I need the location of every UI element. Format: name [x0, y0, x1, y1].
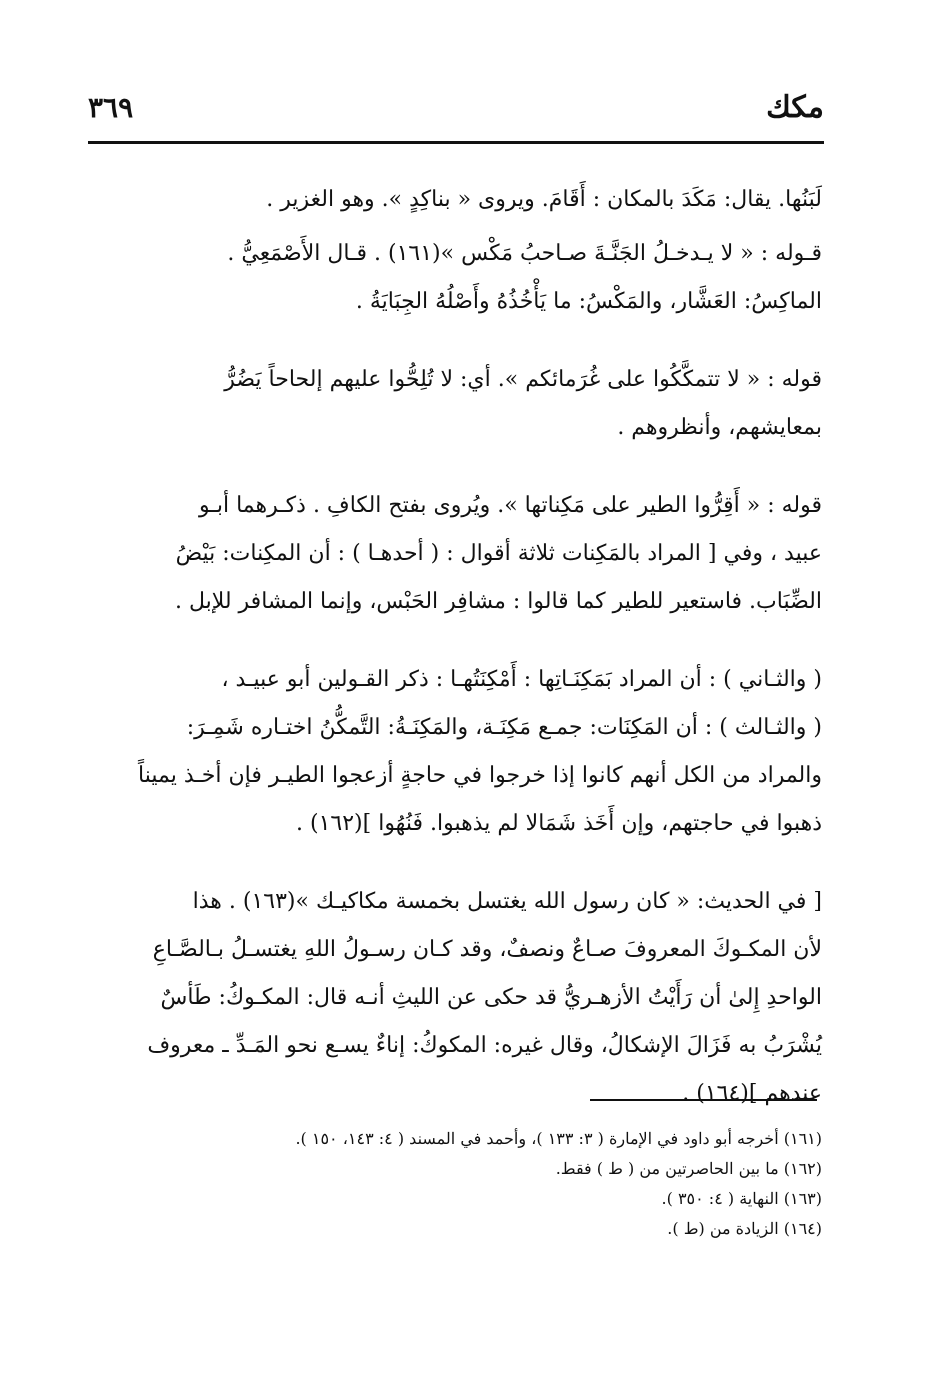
- text-line: قـوله : « لا يـدخـلُ الجَنَّـةَ صـاحبُ مَكْس »(١٦١) . قـال الأَصْمَعِيُّ .: [227, 241, 822, 266]
- page-header: [88, 82, 824, 132]
- text-line: [ في الحديث: « كان رسول الله يغتسل بخمسة مكاكيـك »(١٦٣) . هذا: [192, 889, 822, 914]
- text-line: عندهم ](١٦٤) .: [682, 1081, 822, 1106]
- text-line: ( والثـاني ) : أن المراد بَمَكِنَـاتِها : أَمْكِنَتُهـا : ذكر القـولين أبو عبيـد ،: [221, 667, 822, 692]
- footnote-162: (١٦٢) ما بين الحاصرتين من ( ط ) فقط.: [555, 1159, 822, 1178]
- entry-root-title: مكك: [766, 89, 824, 125]
- paragraph-5: [100, 656, 822, 848]
- text-line: عبيد ، وفي [ المراد بالمَكِنات ثلاثة أقوال : ( أحدهـا ) : أن المكِنات: بَيْضُ: [175, 541, 822, 566]
- text-line: ذهبوا في حاجتهم، وإن أَخَذ شَمَالا لم يذهبوا. فَنُهُوا ](١٦٢) .: [296, 811, 822, 836]
- paragraph-1: [100, 176, 822, 224]
- header-rule: [88, 141, 824, 144]
- paragraph-6: [100, 878, 822, 1118]
- footnote-164: (١٦٤) الزيادة من (ط ).: [667, 1219, 822, 1238]
- text-line: قوله : « أَقِرُّوا الطير على مَكِناتها ». ويُروى بفتح الكافِ . ذكـرهما أبـو: [199, 493, 822, 518]
- text-line: يُشْرَبُ به فَزَالَ الإشكالُ، وقال غيره: المكوكُ: إناءٌ يسـع نحو المَـدِّ ـ معروف: [147, 1033, 822, 1058]
- text-line: لَبَنُها. يقال: مَكَدَ بالمكان : أَقَامَ. ويروى « بناكِدٍ ». وهو الغزير .: [266, 187, 822, 212]
- footnote-separator: [590, 1099, 817, 1101]
- paragraph-4: [100, 482, 822, 626]
- text-line: لأن المكـوكَ المعروفَ صـاعٌ ونصفٌ، وقد كـان رسـولُ اللهِ يغتسـلُ بـالصَّـاعِ: [152, 937, 822, 962]
- text-line: ( والثـالث ) : أن المَكِنَات: جمـع مَكِنَـة، والمَكِنَـةُ: التَّمكُّنُ اختـاره شَمِـرَ:: [186, 715, 822, 740]
- text-line: بمعايشهم، وأنظروهم .: [617, 415, 822, 440]
- text-line: قوله : « لا تتمكَّكُوا على غُرَمائكم ». أي: لا تُلِحُّوا عليهم إلحاحاً يَضُرُّ: [224, 367, 822, 392]
- text-line: والمراد من الكل أنهم كانوا إذا خرجوا في حاجةٍ أزعجوا الطيـر فإن أخـذ يميناً: [138, 763, 822, 788]
- paragraph-3: [100, 356, 822, 452]
- footnote-161: (١٦١) أخرجه أبو داود في الإمارة ( ٣: ١٣٣ )، وأحمد في المسند ( ٤: ١٤٣، ١٥٠ ).: [295, 1129, 822, 1148]
- paragraph-2: [100, 230, 822, 326]
- text-line: الماكِسُ: العَشَّار، والمَكْسُ: ما يَأْخُذُهُ وأَصْلُهُ الجِبَايَةُ .: [355, 289, 822, 314]
- text-line: الواحدِ إِلىٰ أن رَأَيْتُ الأزهـريُّ قد حكى عن الليثِ أنـه قال: المكـوكُ: طَأسٌ: [160, 985, 822, 1010]
- page-number: ٣٦٩: [88, 90, 134, 124]
- text-line: الضِّبَاب. فاستعير للطير كما قالوا : مشافِر الحَبْس، وإنما المشافر للإبل .: [174, 589, 822, 614]
- main-text: [100, 176, 822, 1118]
- footnotes: [100, 1124, 822, 1244]
- footnote-163: (١٦٣) النهاية ( ٤: ٣٥٠ ).: [661, 1189, 822, 1208]
